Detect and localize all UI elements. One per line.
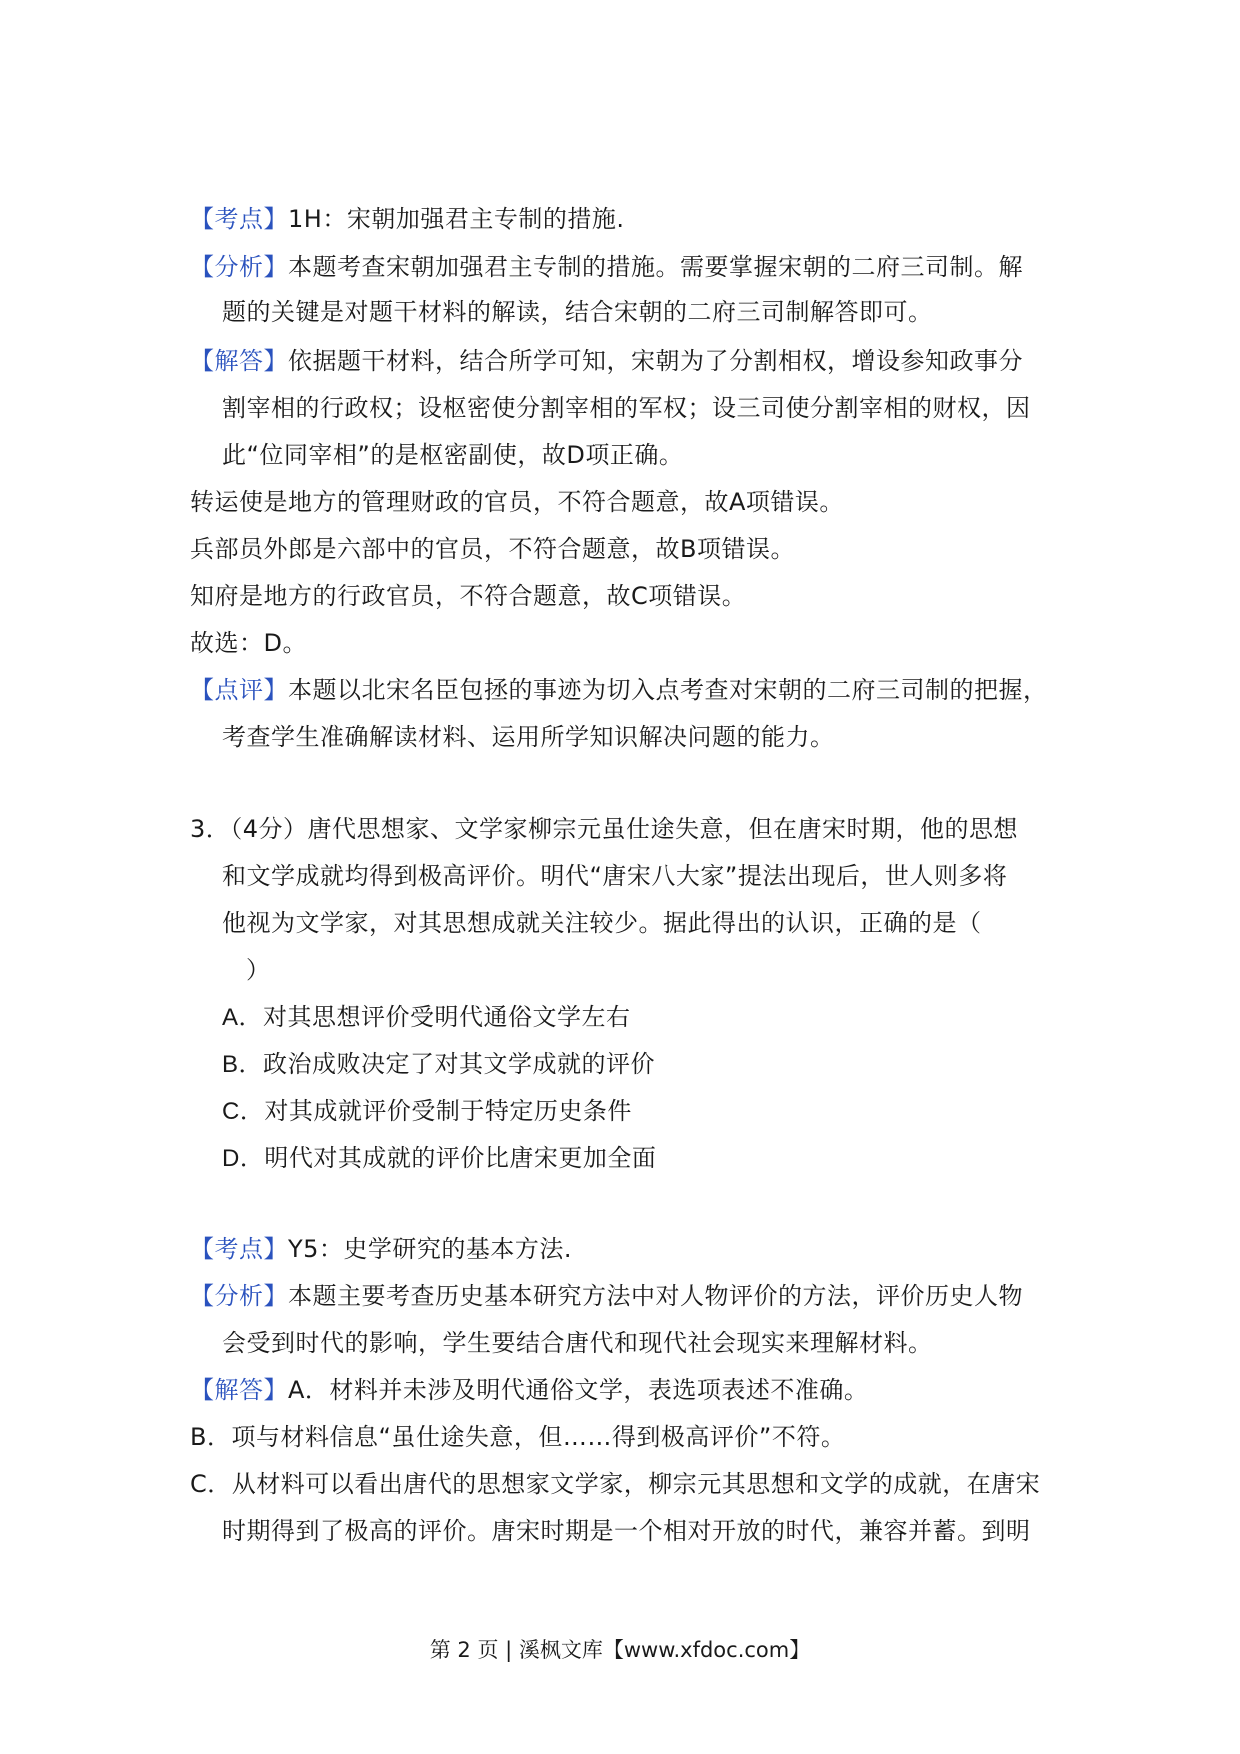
kaodian-tag-2: 【考点】 — [190, 1235, 288, 1263]
jieda-line-2 — [190, 1374, 868, 1406]
fenxi-2-text-2: 会受到时代的影响，学生要结合唐代和现代社会现实来理解材料。 — [222, 1329, 933, 1357]
option-a — [222, 1001, 631, 1033]
question-3-line-2: 和文学成就均得到极高评价。明代“唐宋八大家”提法出现后，世人则多将 — [222, 862, 1008, 890]
fenxi-2-text-1: 本题主要考查历史基本研究方法中对人物评价的方法，评价历史人物 — [288, 1282, 1023, 1310]
jieda-text-1: 依据题干材料，结合所学可知，宋朝为了分割相权，增设参知政事分 — [288, 347, 1023, 375]
option-a-label: A． — [222, 1004, 264, 1031]
option-c-text: 对其成就评价受制于特定历史条件 — [264, 1097, 632, 1125]
option-b-text: 政治成败决定了对其文学成就的评价 — [263, 1050, 656, 1078]
fenxi-text-2: 题的关键是对题干材料的解读，结合宋朝的二府三司制解答即可。 — [222, 298, 933, 326]
kaodian-text: 1H：宋朝加强君主专制的措施. — [288, 205, 625, 233]
option-a-text: 对其思想评价受明代通俗文学左右 — [263, 1003, 631, 1031]
dianping-line-1 — [190, 674, 1048, 706]
answer-line: 故选：D。 — [190, 629, 307, 657]
fenxi-line-2 — [190, 1280, 1023, 1312]
dianping-text-2: 考查学生准确解读材料、运用所学知识解决问题的能力。 — [222, 723, 835, 751]
option-d — [222, 1142, 656, 1174]
option-b-label: B． — [222, 1051, 264, 1078]
option-b — [222, 1048, 655, 1080]
kaodian-line-1 — [190, 203, 624, 235]
fenxi-line-1 — [190, 251, 1023, 283]
jieda-2-text-1: A．材料并未涉及明代通俗文学，表选项表述不准确。 — [288, 1376, 869, 1404]
jieda-text-2: 割宰相的行政权；设枢密使分割宰相的军权；设三司使分割宰相的财权，因 — [222, 394, 1031, 422]
option-c-analysis: 知府是地方的行政官员，不符合题意，故C项错误。 — [190, 582, 747, 610]
question-3-line-3: 他视为文学家，对其思想成就关注较少。据此得出的认识，正确的是（ — [222, 909, 982, 937]
kaodian-text-2: Y5：史学研究的基本方法. — [288, 1235, 573, 1263]
option-c-label: C． — [222, 1098, 265, 1125]
kaodian-tag: 【考点】 — [190, 205, 288, 233]
question-3-line-1: 3．（4分）唐代思想家、文学家柳宗元虽仕途失意，但在唐宋时期，他的思想 — [190, 815, 1019, 843]
fenxi-tag-2: 【分析】 — [190, 1282, 288, 1310]
dianping-tag: 【点评】 — [190, 676, 288, 704]
option-a-analysis: 转运使是地方的管理财政的官员，不符合题意，故A项错误。 — [190, 488, 844, 516]
fenxi-text-1: 本题考查宋朝加强君主专制的措施。需要掌握宋朝的二府三司制。解 — [288, 253, 1023, 281]
fenxi-tag: 【分析】 — [190, 253, 288, 281]
jieda-text-3: 此“位同宰相”的是枢密副使，故D项正确。 — [222, 441, 684, 469]
jieda-tag: 【解答】 — [190, 347, 288, 375]
option-d-label: D． — [222, 1145, 265, 1172]
option-c-explanation-2: 时期得到了极高的评价。唐宋时期是一个相对开放的时代，兼容并蓄。到明 — [222, 1517, 1031, 1545]
option-c-explanation-1: C．从材料可以看出唐代的思想家文学家，柳宗元其思想和文学的成就，在唐宋 — [190, 1470, 1041, 1498]
kaodian-line-2 — [190, 1233, 572, 1265]
option-b-analysis: 兵部员外郎是六部中的官员，不符合题意，故B项错误。 — [190, 535, 795, 563]
option-d-text: 明代对其成就的评价比唐宋更加全面 — [264, 1144, 657, 1172]
question-3-line-4: ） — [246, 956, 271, 984]
jieda-tag-2: 【解答】 — [190, 1376, 288, 1404]
option-c — [222, 1095, 632, 1127]
option-b-explanation: B．项与材料信息“虽仕途失意，但……得到极高评价”不符。 — [190, 1423, 846, 1451]
page-footer: 第 2 页 | 溪枫文库【www.xfdoc.com】 — [429, 1638, 811, 1662]
jieda-line-1 — [190, 345, 1023, 377]
dianping-text-1: 本题以北宋名臣包拯的事迹为切入点考查对宋朝的二府三司制的把握， — [288, 676, 1048, 704]
